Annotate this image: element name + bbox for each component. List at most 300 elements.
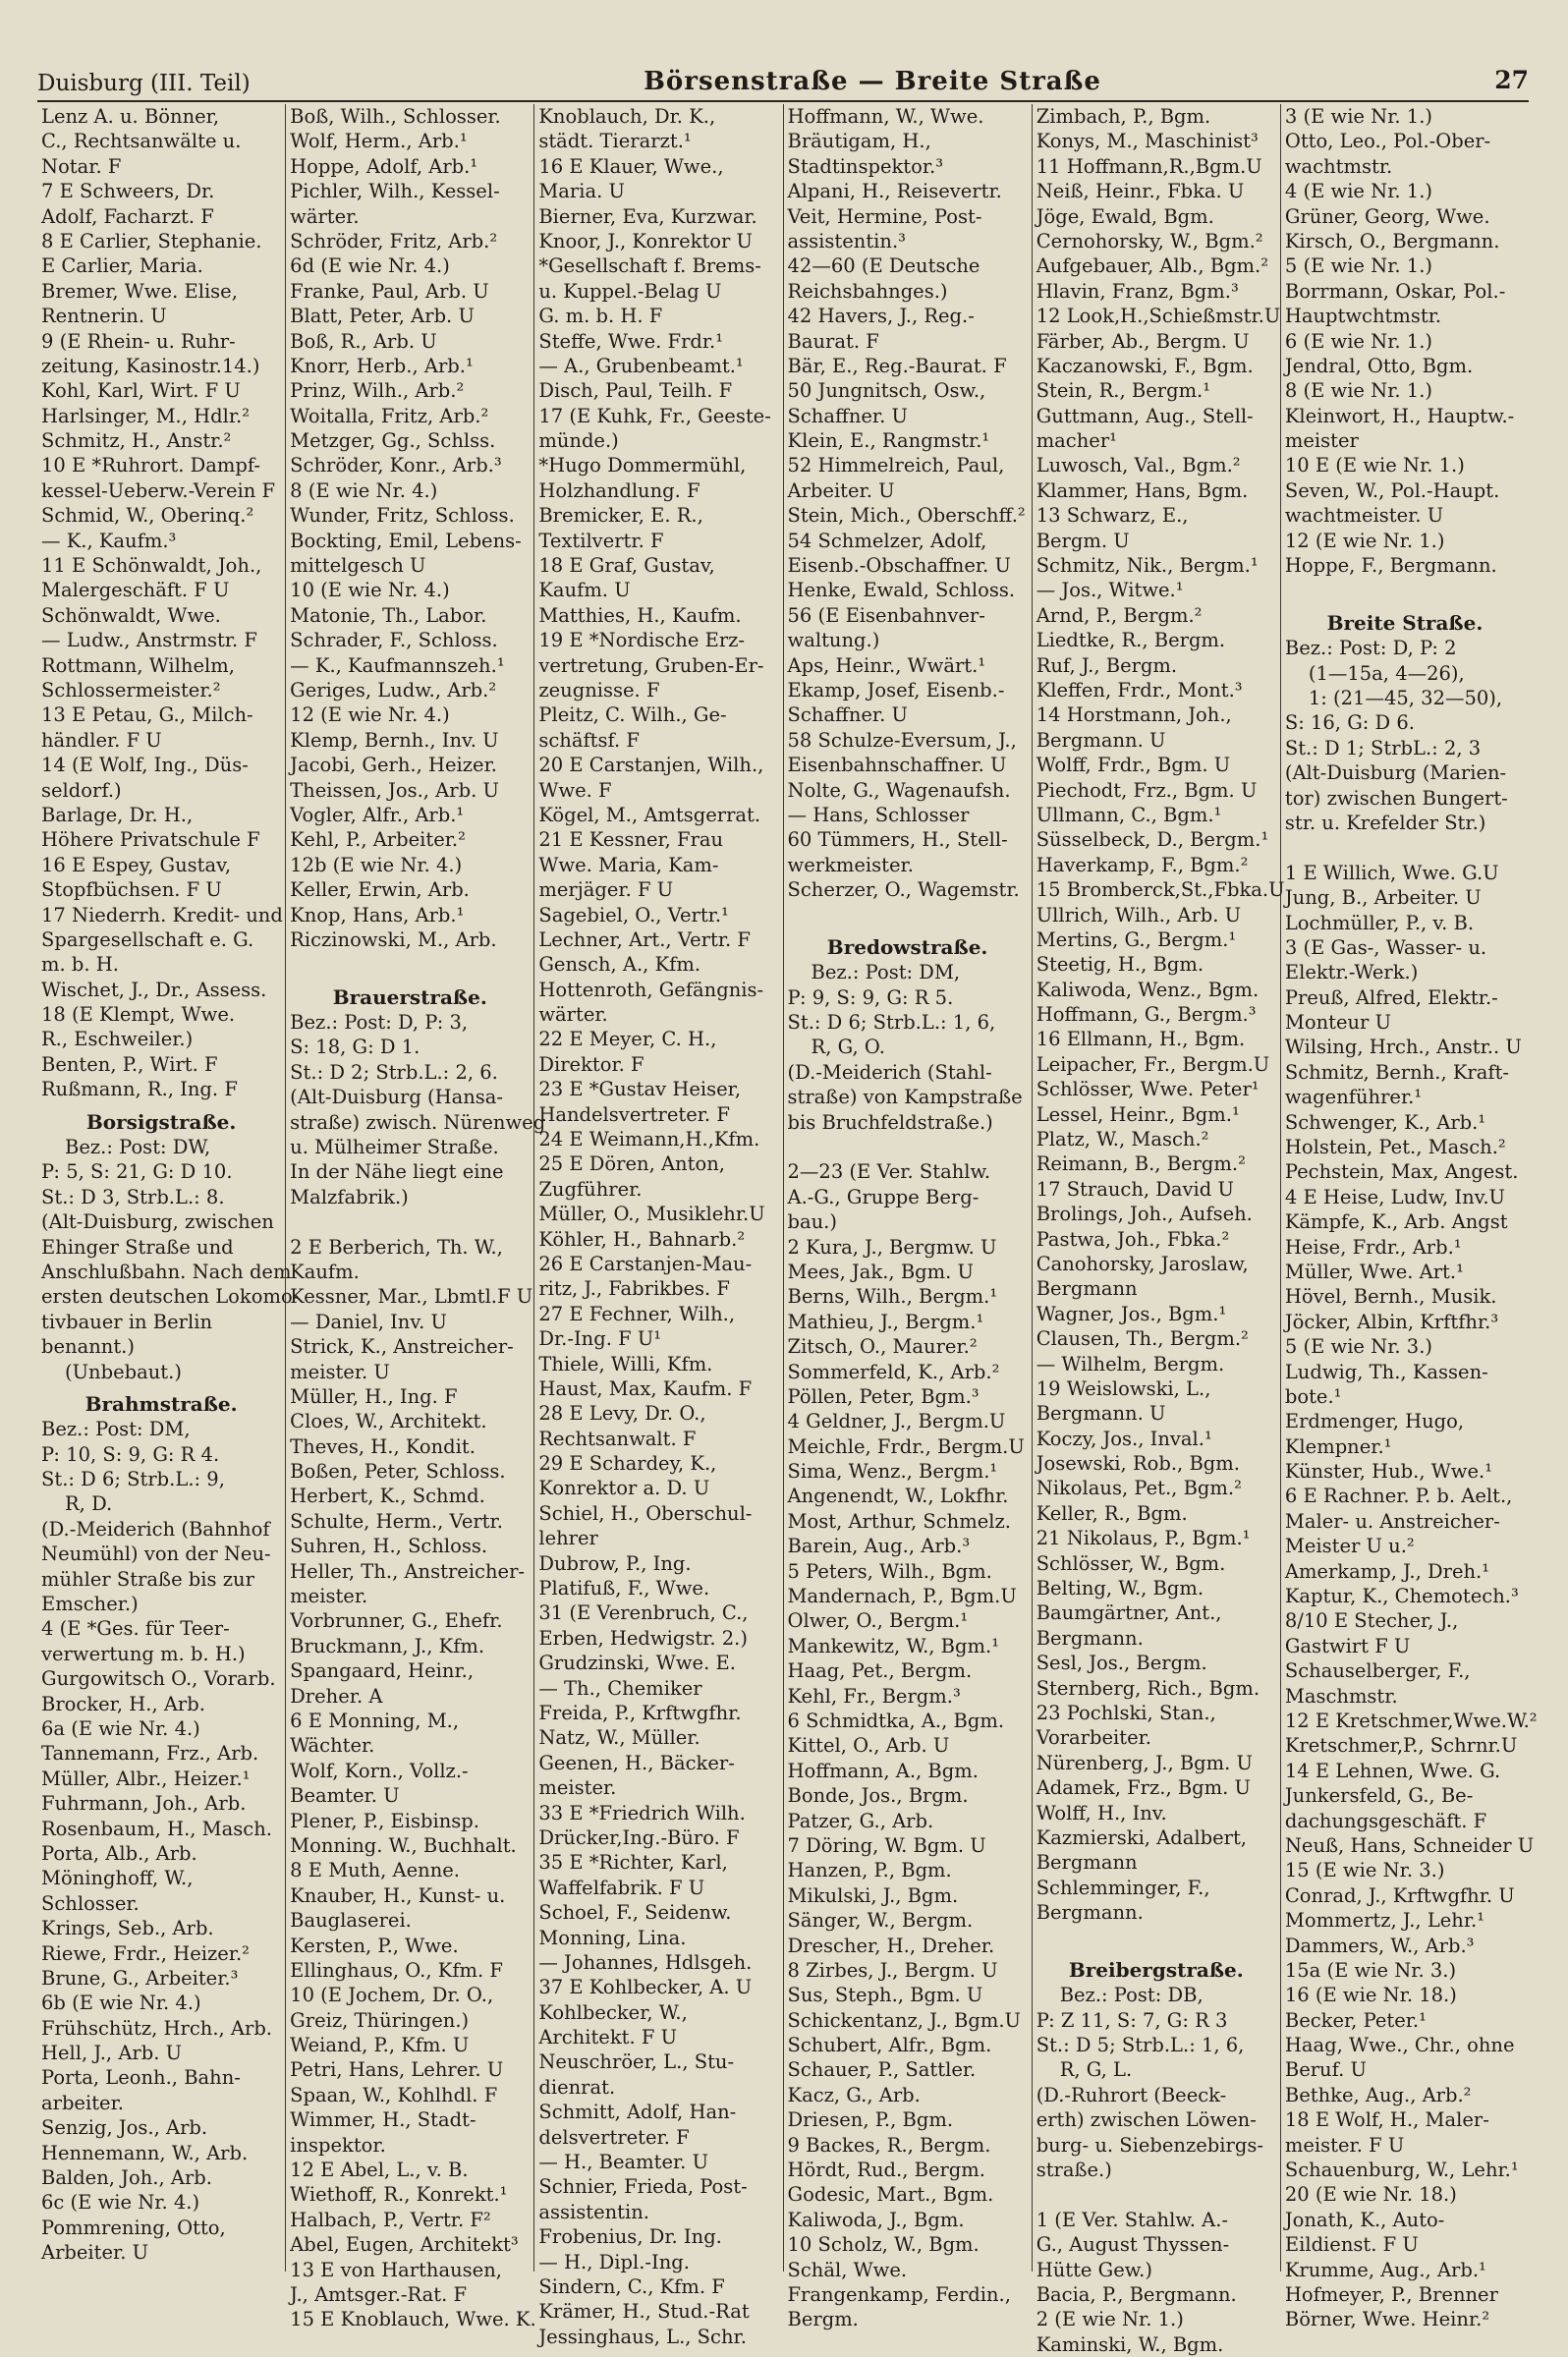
directory-entry-line: Rechtsanwalt. F: [538, 1427, 697, 1450]
directory-entry-line: Monning, Lina.: [538, 1926, 687, 1949]
directory-entry-line: Plener, P., Eisbinsp.: [290, 1809, 479, 1832]
directory-entry-line: 22 E Meyer, C. H.,: [538, 1028, 717, 1051]
directory-entry-line: Schwenger, K., Arb.¹: [1284, 1110, 1486, 1134]
directory-entry-line: R, G, L.: [1059, 2058, 1133, 2082]
directory-entry-line: 7 Döring, W. Bgm. U: [787, 1833, 986, 1857]
directory-entry-line: Senzig, Jos., Arb.: [41, 2116, 208, 2140]
directory-entry-line: Koczy, Jos., Inval.¹: [1036, 1427, 1212, 1450]
directory-entry-line: Neuschröer, L., Stu-: [538, 2050, 735, 2074]
directory-entry-line: 12 (E wie Nr. 4.): [290, 703, 450, 727]
directory-entry-line: 8 E Muth, Aenne.: [290, 1859, 461, 1882]
directory-entry-line: Gurgowitsch O., Vorarb.: [41, 1667, 276, 1691]
directory-entry-line: Riczinowski, M., Arb.: [290, 927, 497, 951]
directory-entry-line: Natz, W., Müller.: [538, 1726, 700, 1750]
directory-entry-line: Wischet, J., Dr., Assess.: [41, 978, 267, 1001]
directory-entry-line: 8 Zirbes, J., Bergm. U: [787, 1958, 998, 1982]
column-6: [1281, 104, 1538, 2331]
directory-entry-line: Theves, H., Kondit.: [290, 1434, 476, 1458]
directory-entry-line: — K., Kaufmannszeh.¹: [290, 653, 505, 677]
directory-entry-line: Kleffen, Frdr., Mont.³: [1036, 678, 1243, 701]
directory-entry-line: Beruf. U: [1284, 2058, 1367, 2082]
directory-entry-line: Adolf, Facharzt. F: [41, 204, 214, 228]
directory-entry-line: 7 E Schweers, Dr.: [41, 180, 215, 203]
directory-entry-line: Bräutigam, H.,: [787, 130, 931, 153]
directory-entry-line: [1036, 2182, 1276, 2207]
directory-entry-line: A.-G., Gruppe Berg-: [787, 1185, 980, 1208]
directory-entry-line: 12 Look,H.,Schießmstr.U: [1036, 305, 1281, 328]
directory-entry-line: 11 E Schönwaldt, Joh.,: [41, 554, 262, 578]
directory-entry-line: — Ludw., Anstrmstr. F: [41, 629, 257, 652]
directory-entry-line: Schlösser, Wwe. Peter¹: [1036, 1078, 1260, 1101]
directory-entry-line: Porta, Alb., Arb.: [41, 1841, 197, 1865]
directory-entry-line: Benten, P., Wirt. F: [41, 1052, 218, 1076]
directory-entry-line: Emscher.): [41, 1593, 139, 1616]
directory-entry-line: Veit, Hermine, Post-: [787, 204, 982, 228]
directory-entry-line: Eisenb.-Obschaffner. U: [787, 554, 1011, 578]
directory-entry-line: Kleinwort, H., Hauptw.-: [1284, 404, 1515, 427]
directory-entry-line: Sänger, W., Bergm.: [787, 1909, 974, 1933]
directory-entry-line: Kessner, Mar., Lbmtl.F U: [290, 1285, 533, 1309]
directory-entry-line: Bär, E., Reg.-Baurat. F: [787, 354, 1007, 377]
directory-entry-line: Barein, Aug., Arb.³: [787, 1535, 971, 1558]
directory-entry-line: Hördt, Rud., Bergm.: [787, 2159, 985, 2182]
directory-entry-line: zeugnisse. F: [538, 678, 660, 701]
directory-entry-line: Mandernach, P., Bgm.U: [787, 1585, 1017, 1608]
directory-entry-line: Stein, Mich., Oberschff.²: [787, 504, 1026, 528]
directory-entry-line: Hauptwchtmstr.: [1284, 305, 1442, 328]
directory-entry-line: 56 (E Eisenbahnver-: [787, 603, 985, 627]
directory-entry-line: Ekamp, Josef, Eisenb.-: [787, 678, 1005, 701]
directory-entry-line: Zimbach, P., Bgm.: [1036, 105, 1211, 128]
directory-entry-line: Notar. F: [41, 154, 122, 178]
directory-entry-line: bote.¹: [1284, 1384, 1342, 1408]
directory-entry-line: bis Bruchfeldstraße.): [787, 1110, 993, 1134]
directory-entry-line: Spargesellschaft e. G.: [41, 927, 254, 951]
directory-entry-line: Hoffmann, G., Bergm.³: [1036, 1003, 1257, 1027]
directory-entry-line: Mommertz, J., Lehr.¹: [1284, 1909, 1485, 1933]
directory-entry-line: Platifuß, F., Wwe.: [538, 1577, 710, 1600]
directory-entry-line: — Th., Chemiker: [538, 1676, 702, 1700]
directory-entry-line: [1285, 578, 1525, 602]
directory-entry-line: 6 Schmidtka, A., Bgm.: [787, 1710, 1005, 1732]
directory-entry-line: wagenführer.¹: [1284, 1086, 1423, 1109]
directory-entry-line: Stein, R., Bergm.¹: [1036, 379, 1211, 403]
directory-entry-line: tivbauer in Berlin: [41, 1310, 213, 1333]
directory-entry-line: Mankewitz, W., Bgm.¹: [787, 1634, 1000, 1657]
directory-entry-line: assistentin.: [538, 2200, 649, 2223]
directory-entry-line: Klein, E., Rangmstr.¹: [787, 429, 990, 453]
directory-entry-line: Hlavin, Franz, Bgm.³: [1036, 279, 1239, 303]
directory-entry-line: tor) zwischen Bungert-: [1284, 786, 1508, 810]
directory-entry-line: 1: (21—45, 32—50),: [1308, 686, 1503, 709]
directory-entry-line: Stopfbüchsen. F U: [41, 878, 222, 902]
directory-entry-line: 23 E *Gustav Heiser,: [538, 1078, 742, 1101]
directory-entry-line: Schauselberger, F.,: [1284, 1659, 1471, 1683]
directory-entry-line: verwertung m. b. H.): [41, 1642, 246, 1665]
directory-entry-line: *Gesellschaft f. Brems-: [538, 254, 761, 278]
directory-entry-line: 2 (E wie Nr. 1.): [1036, 2308, 1184, 2331]
directory-entry-line: Bethke, Aug., Arb.²: [1284, 2083, 1472, 2106]
directory-entry-line: Höhere Privatschule F: [41, 828, 260, 852]
directory-entry-line: Schaffner. U: [787, 404, 908, 427]
directory-entry-line: Kretschmer,P., Schrnr.U: [1284, 1734, 1518, 1758]
directory-entry-line: S: 16, G: D 6.: [1284, 711, 1415, 735]
directory-entry-line: m. b. H.: [41, 953, 119, 977]
directory-entry-line: Boßen, Peter, Schloss.: [290, 1460, 506, 1484]
directory-entry-line: P: 10, S: 9, G: R 4.: [41, 1442, 220, 1466]
directory-entry-line: Frangenkamp, Ferdin.,: [787, 2282, 1011, 2306]
directory-entry-line: Jacobi, Gerh., Heizer.: [290, 754, 497, 777]
directory-entry-line: Greiz, Thüringen.): [290, 2008, 470, 2032]
directory-entry-line: Mertins, G., Bergm.¹: [1036, 927, 1237, 951]
directory-entry-line: 5 Peters, Wilh., Bgm.: [787, 1559, 992, 1583]
directory-entry-line: Reichsbahnges.): [787, 279, 948, 303]
directory-entry-line: Haust, Max, Kaufm. F: [538, 1376, 753, 1400]
directory-entry-line: Rosenbaum, H., Masch.: [41, 1817, 272, 1840]
directory-entry-line: Vorbrunner, G., Ehefr.: [290, 1609, 503, 1633]
directory-entry-line: Bez.: Post: D, P: 2: [1284, 637, 1457, 660]
directory-entry-line: Hütte Gew.): [1036, 2258, 1152, 2281]
directory-entry-line: Sima, Wenz., Bergm.¹: [787, 1460, 998, 1484]
directory-entry-line: 5 (E wie Nr. 1.): [1284, 254, 1433, 278]
directory-entry-line: Josewski, Rob., Bgm.: [1036, 1452, 1240, 1476]
directory-entry-line: dachungsgeschäft. F: [1284, 1809, 1487, 1832]
directory-entry-line: 13 E Petau, G., Milch-: [41, 703, 253, 727]
directory-entry-line: R, G, O.: [811, 1036, 885, 1059]
directory-entry-line: 4 Geldner, J., Bergm.U: [787, 1410, 1006, 1433]
directory-entry-line: 23 Pochlski, Stan.,: [1036, 1702, 1216, 1724]
directory-entry-line: Bergmann. U: [1036, 728, 1166, 752]
directory-entry-line: Kohlbecker, W.,: [538, 2000, 688, 2024]
directory-entry-line: 6a (E wie Nr. 4.): [41, 1717, 200, 1740]
directory-entry-line: 1 E Willich, Wwe. G.U: [1284, 861, 1499, 884]
directory-entry-line: assistentin.³: [787, 229, 906, 253]
directory-entry-line: 31 (E Verenbruch, C.,: [538, 1601, 749, 1625]
directory-entry-line: Haag, Wwe., Chr., ohne: [1284, 2034, 1515, 2057]
directory-entry-line: Ellinghaus, O., Kfm. F: [290, 1958, 503, 1982]
directory-entry-line: Pichler, Wilh., Kessel-: [290, 180, 500, 203]
directory-entry-line: — A., Grubenbeamt.¹: [538, 354, 744, 377]
directory-entry-line: Bergmann: [1036, 1851, 1138, 1875]
directory-entry-line: Guttmann, Aug., Stell-: [1036, 404, 1254, 427]
directory-entry-line: Neiß, Heinr., Fbka. U: [1036, 180, 1245, 203]
directory-entry-line: Becker, Peter.¹: [1284, 2008, 1427, 2032]
directory-entry-line: Dr.-Ing. F U¹: [538, 1327, 662, 1351]
directory-entry-line: Bockting, Emil, Lebens-: [290, 529, 522, 552]
directory-entry-line: Wolf, Korn., Vollz.-: [290, 1759, 469, 1782]
directory-entry-line: Herbert, K., Schmd.: [290, 1485, 485, 1508]
directory-entry-line: Müller, H., Ing. F: [290, 1384, 458, 1408]
directory-entry-line: 1 (E Ver. Stahlw. A.-: [1036, 2208, 1229, 2231]
directory-entry-line: Schaffner. U: [787, 703, 908, 727]
directory-entry-line: Geriges, Ludw., Arb.²: [290, 678, 497, 701]
directory-entry-line: Harlsinger, M., Hdlr.²: [41, 404, 251, 427]
directory-entry-line: Hottenroth, Gefängnis-: [538, 978, 764, 1001]
directory-entry-line: Kämpfe, K., Arb. Angst: [1284, 1210, 1508, 1234]
directory-entry-line: Most, Arthur, Schmelz.: [787, 1509, 1011, 1533]
directory-entry-line: Borrmann, Oskar, Pol.-: [1284, 279, 1506, 303]
directory-entry-line: [290, 1209, 530, 1234]
directory-entry-line: Steffe, Wwe. Frdr.¹: [538, 329, 724, 353]
directory-entry-line: 37 E Kohlbecker, A. U: [538, 1976, 753, 1999]
directory-entry-line: Weiand, P., Kfm. U: [290, 2034, 470, 2057]
directory-entry-line: Dammers, W., Arb.³: [1284, 1934, 1475, 1957]
directory-entry-line: Schmitz, Nik., Bergm.¹: [1036, 554, 1259, 578]
directory-entry-line: Mees, Jak., Bgm. U: [787, 1260, 974, 1283]
directory-entry-line: Neuß, Hans, Schneider U: [1284, 1833, 1535, 1857]
directory-entry-line: — K., Kaufm.³: [41, 529, 177, 552]
directory-entry-line: St.: D 5; Strb.L.: 1, 6,: [1036, 2034, 1245, 2057]
directory-entry-line: Platz, W., Masch.²: [1036, 1128, 1209, 1151]
directory-entry-line: Grudzinski, Wwe. E.: [538, 1652, 736, 1675]
directory-entry-line: Nikolaus, Pet., Bgm.²: [1036, 1477, 1242, 1500]
directory-entry-line: 6 E Rachner. P. b. Aelt.,: [1284, 1485, 1513, 1508]
directory-entry-line: 18 (E Klempt, Wwe.: [41, 1003, 236, 1027]
street-heading: Bredowstraße.: [826, 934, 988, 959]
directory-entry-line: Godesic, Mart., Bgm.: [787, 2183, 994, 2207]
directory-entry-line: meister.: [538, 1776, 617, 1800]
directory-entry-line: Krumme, Aug., Arb.¹: [1284, 2258, 1486, 2281]
directory-entry-line: (1—15a, 4—26),: [1308, 661, 1465, 685]
directory-entry-line: Jonath, K., Auto-: [1284, 2208, 1445, 2231]
directory-entry-line: Bruckmann, J., Kfm.: [290, 1634, 485, 1657]
directory-entry-line: burg- u. Siebenzebirgs-: [1036, 2133, 1263, 2157]
directory-entry-line: Bergmann. U: [1036, 1402, 1166, 1426]
directory-entry-line: Schauer, P., Sattler.: [787, 2058, 977, 2082]
directory-entry-line: Cernohorsky, W., Bgm.²: [1036, 229, 1263, 253]
directory-entry-line: Junkersfeld, G., Be-: [1284, 1784, 1474, 1808]
directory-entry-line: Knoor, J., Konrektor U: [538, 229, 753, 253]
directory-entry-line: Barlage, Dr. H.,: [41, 803, 194, 826]
directory-entry-line: Olwer, O., Bergm.¹: [787, 1609, 969, 1633]
directory-entry-line: Kaliwoda, Wenz., Bgm.: [1036, 978, 1260, 1001]
directory-entry-line: St.: D 6; Strb.L.: 1, 6,: [787, 1011, 996, 1035]
directory-entry-line: Klammer, Hans, Bgm.: [1036, 478, 1249, 502]
directory-entry-line: Drücker,Ing.-Büro. F: [538, 1825, 740, 1849]
directory-entry-line: 10 (E Jochem, Dr. O.,: [290, 1984, 494, 2007]
directory-entry-line: 3 (E wie Nr. 1.): [1284, 105, 1433, 128]
directory-entry-line: Wimmer, H., Stadt-: [290, 2108, 476, 2132]
directory-entry-line: 12 E Kretschmer,Wwe.W.²: [1284, 1710, 1538, 1732]
column-2: [286, 104, 546, 2331]
directory-entry-line: Liedtke, R., Bergm.: [1036, 629, 1226, 652]
directory-entry-line: (D.-Meiderich (Stahl-: [787, 1060, 992, 1084]
directory-entry-line: 6c (E wie Nr. 4.): [41, 2191, 200, 2215]
directory-entry-line: Kehl, Fr., Bergm.³: [787, 1684, 961, 1708]
directory-entry-line: Sesl, Jos., Bergm.: [1036, 1652, 1207, 1675]
directory-entry-line: Preuß, Alfred, Elektr.-: [1284, 985, 1498, 1009]
directory-entry-line: Wilsing, Hrch., Anstr.. U: [1284, 1036, 1522, 1059]
directory-entry-line: Konrektor a. D. U: [538, 1477, 710, 1500]
directory-entry-line: Bremicker, E. R.,: [538, 504, 703, 528]
directory-entry-line: Haag, Pet., Bergm.: [787, 1659, 973, 1683]
directory-entry-line: 17 Strauch, David U: [1036, 1177, 1234, 1201]
directory-entry-line: Jöcker, Albin, Krftfhr.³: [1284, 1310, 1499, 1333]
directory-entry-line: [1285, 835, 1525, 860]
directory-entry-line: Adamek, Frz., Bgm. U: [1036, 1776, 1251, 1800]
directory-entry-line: Kaufm.: [290, 1260, 360, 1283]
directory-entry-line: Schmitt, Adolf, Han-: [538, 2101, 737, 2124]
directory-entry-line: Bergmann: [1036, 1277, 1138, 1301]
directory-entry-line: u. Mülheimer Straße.: [290, 1136, 499, 1159]
directory-entry-line: Jöge, Ewald, Bgm.: [1036, 204, 1214, 228]
directory-entry-line: Architekt. F U: [538, 2026, 678, 2049]
directory-entry-line: Arnd, P., Bergm.²: [1036, 603, 1203, 627]
directory-entry-line: Scherzer, O., Wagemstr.: [787, 878, 1020, 902]
directory-entry-line: Wolff, H., Inv.: [1036, 1801, 1167, 1824]
directory-entry-line: Seven, W., Pol.-Haupt.: [1284, 478, 1500, 502]
directory-entry-line: — H., Dipl.-Ing.: [538, 2250, 690, 2273]
column-5: [1033, 104, 1285, 2356]
directory-entry-line: Petri, Hans, Lehrer. U: [290, 2058, 504, 2082]
directory-entry-line: 15 (E wie Nr. 3.): [1284, 1859, 1445, 1882]
directory-entry-line: Monteur U: [1284, 1011, 1392, 1035]
directory-entry-line: Schoel, F., Seidenw.: [538, 1901, 732, 1925]
header-street-range: Börsenstraße — Breite Straße: [643, 67, 1101, 96]
directory-entry-line: Müller, Wwe. Art.¹: [1284, 1260, 1464, 1283]
directory-entry-line: — H., Beamter. U: [538, 2151, 709, 2174]
directory-entry-line: St.: D 6; Strb.L.: 9,: [41, 1468, 225, 1491]
directory-entry-line: Holstein, Pet., Masch.²: [1284, 1136, 1506, 1159]
directory-entry-line: Driesen, P., Bgm.: [787, 2108, 954, 2132]
directory-entry-line: 6 (E wie Nr. 1.): [1284, 329, 1433, 353]
directory-entry-line: vertretung, Gruben-Er-: [538, 653, 764, 677]
directory-entry-line: Matthies, H., Kaufm.: [538, 603, 742, 627]
directory-entry-line: Künster, Hub., Wwe.¹: [1284, 1460, 1493, 1484]
directory-entry-line: Knorr, Herb., Arb.¹: [290, 354, 474, 377]
directory-entry-line: Schlemminger, F.,: [1036, 1876, 1210, 1899]
directory-entry-line: Heller, Th., Anstreicher-: [290, 1559, 525, 1583]
directory-entry-line: Schlosser.: [41, 1891, 140, 1915]
directory-entry-line: Nolte, G., Wagenaufsh.: [787, 778, 1011, 802]
directory-entry-line: Hofmeyer, P., Brenner: [1284, 2282, 1498, 2306]
directory-entry-line: Bauglaserei.: [290, 1909, 412, 1933]
directory-entry-line: waltung.): [787, 629, 880, 652]
street-heading: Breite Straße.: [1326, 610, 1484, 635]
directory-entry-line: Vorarbeiter.: [1036, 1726, 1152, 1750]
directory-entry-line: Möninghoff, W.,: [41, 1867, 194, 1890]
directory-entry-line: Wunder, Fritz, Schloss.: [290, 504, 515, 528]
directory-entry-line: E Carlier, Maria.: [41, 254, 203, 278]
directory-entry-line: Ehinger Straße und: [41, 1235, 234, 1259]
directory-entry-line: bau.): [787, 1210, 837, 1234]
directory-entry-line: Hell, J., Arb. U: [41, 2042, 183, 2065]
directory-entry-line: St.: D 1; StrbL.: 2, 3: [1284, 736, 1482, 759]
directory-entry-line: Kersten, P., Wwe.: [290, 1934, 459, 1957]
directory-entry-line: Spaan, W., Kohlhdl. F: [290, 2083, 498, 2106]
directory-entry-line: Jendral, Otto, Bgm.: [1284, 354, 1474, 377]
directory-entry-line: 5 (E wie Nr. 3.): [1284, 1335, 1433, 1359]
directory-entry-line: Reimann, B., Bergm.²: [1036, 1152, 1246, 1176]
directory-entry-line: Maler- u. Anstreicher-: [1284, 1509, 1500, 1533]
directory-entry-line: 28 E Levy, Dr. O.,: [538, 1402, 706, 1426]
directory-entry-line: Dreher. A: [290, 1684, 383, 1708]
directory-entry-line: Monning. W., Buchhalt.: [290, 1833, 517, 1857]
directory-entry-line: Bez.: Post: DM,: [811, 961, 961, 984]
directory-entry-line: meister. F U: [1284, 2133, 1405, 2157]
directory-entry-line: 15 E Knoblauch, Wwe. K.: [290, 2308, 536, 2331]
directory-entry-line: meister.: [290, 1585, 368, 1608]
directory-entry-line: wachtmeister. U: [1284, 504, 1444, 528]
directory-entry-line: Kazmierski, Adalbert,: [1036, 1825, 1248, 1849]
directory-entry-line: Bez.: Post: DW,: [65, 1136, 211, 1159]
directory-entry-line: 21 Nikolaus, P., Bgm.¹: [1036, 1527, 1251, 1550]
directory-entry-line: Kaptur, K., Chemotech.³: [1284, 1585, 1519, 1608]
directory-entry-line: Hoffmann, A., Bgm.: [787, 1759, 979, 1782]
directory-entry-line: Patzer, G., Arb.: [787, 1809, 934, 1832]
directory-entry-line: Pechstein, Max, Angest.: [1284, 1160, 1519, 1184]
directory-entry-line: Schmitz, Bernh., Kraft-: [1284, 1060, 1509, 1084]
directory-entry-line: (D.-Meiderich (Bahnhof: [41, 1517, 270, 1541]
directory-entry-line: Sommerfeld, K., Arb.²: [787, 1360, 1000, 1383]
directory-entry-line: Kaczanowski, F., Bgm.: [1036, 354, 1254, 377]
directory-entry-line: Zugführer.: [538, 1177, 643, 1201]
directory-entry-line: Bergm. U: [1036, 529, 1130, 552]
directory-entry-line: Henke, Ewald, Schloss.: [787, 579, 1016, 602]
directory-entry-line: Steetig, H., Bgm.: [1036, 953, 1204, 977]
directory-entry-line: Süsselbeck, D., Bergm.¹: [1036, 828, 1269, 852]
directory-entry-line: S: 18, G: D 1.: [290, 1036, 420, 1059]
directory-entry-line: [1036, 1926, 1276, 1950]
directory-entry-line: mühler Straße bis zur: [41, 1567, 254, 1591]
directory-entry-line: Amerkamp, J., Dreh.¹: [1284, 1559, 1490, 1583]
directory-entry-line: 6b (E wie Nr. 4.): [41, 1992, 201, 2015]
directory-entry-line: straße) zwisch. Nürenweg: [290, 1110, 546, 1134]
directory-entry-line: Handelsvertreter. F: [538, 1102, 730, 1126]
directory-entry-line: 10 Scholz, W., Bgm.: [787, 2233, 980, 2257]
directory-entry-line: (Alt-Duisburg (Marien-: [1284, 761, 1507, 785]
directory-entry-line: straße.): [1036, 2159, 1112, 2182]
directory-entry-line: 29 E Schardey, K.,: [538, 1452, 717, 1476]
directory-entry-line: str. u. Krefelder Str.): [1284, 811, 1486, 834]
directory-entry-line: Pastwa, Joh., Fbka.²: [1036, 1227, 1230, 1251]
directory-entry-line: Schiel, H., Oberschul-: [538, 1501, 753, 1525]
directory-entry-line: 16 (E wie Nr. 18.): [1284, 1984, 1457, 2007]
directory-entry-line: 26 E Carstanjen-Mau-: [538, 1252, 753, 1275]
directory-entry-line: Kittel, O., Arb. U: [787, 1734, 950, 1758]
directory-entry-line: Bez.: Post: DB,: [1059, 1984, 1204, 2007]
directory-entry-line: Canohorsky, Jaroslaw,: [1036, 1252, 1249, 1275]
directory-entry-line: Meister U u.²: [1284, 1535, 1415, 1558]
directory-entry-line: Färber, Ab., Bergm. U: [1036, 329, 1250, 353]
directory-entry-line: Bergmann.: [1036, 1626, 1144, 1650]
directory-entry-line: Knop, Hans, Arb.¹: [290, 903, 465, 926]
directory-entry-line: Matonie, Th., Labor.: [290, 603, 487, 627]
directory-entry-line: Schubert, Alfr., Bgm.: [787, 2034, 992, 2057]
directory-entry-line: 54 Schmelzer, Adolf,: [787, 529, 987, 552]
directory-entry-line: Schäl, Wwe.: [787, 2258, 908, 2281]
directory-entry-line: J., Amtsger.-Rat. F: [290, 2282, 467, 2306]
directory-entry-line: — Jos., Witwe.¹: [1036, 579, 1184, 602]
directory-entry-line: Cloes, W., Architekt.: [290, 1410, 487, 1433]
directory-entry-line: Rußmann, R., Ing. F: [41, 1078, 238, 1101]
directory-entry-line: Brune, G., Arbeiter.³: [41, 1966, 239, 1990]
directory-entry-line: Bergm.: [787, 2308, 859, 2331]
directory-entry-line: Freida, P., Krftwgfhr.: [538, 1702, 742, 1724]
directory-entry-line: 13 E von Harthausen,: [290, 2258, 502, 2281]
directory-entry-line: 6 E Monning, M.,: [290, 1710, 460, 1732]
directory-entry-line: — Johannes, Hdlsgeh.: [538, 1950, 753, 1974]
directory-entry-line: 4 E Heise, Ludw, Inv.U: [1284, 1185, 1505, 1208]
directory-entry-line: 19 Weislowski, L.,: [1036, 1376, 1211, 1400]
directory-entry-line: Conrad, J., Krftwgfhr. U: [1284, 1883, 1515, 1907]
directory-entry-line: ersten deutschen Lokomo-: [41, 1285, 300, 1309]
directory-entry-line: Wolff, Frdr., Bgm. U: [1036, 754, 1231, 777]
directory-entry-line: Piechodt, Frz., Bgm. U: [1036, 778, 1258, 802]
directory-entry-line: (D.-Ruhrort (Beeck-: [1036, 2083, 1227, 2106]
directory-entry-line: Ludwig, Th., Kassen-: [1284, 1360, 1488, 1383]
header-city-part: Duisburg (III. Teil): [37, 71, 251, 96]
